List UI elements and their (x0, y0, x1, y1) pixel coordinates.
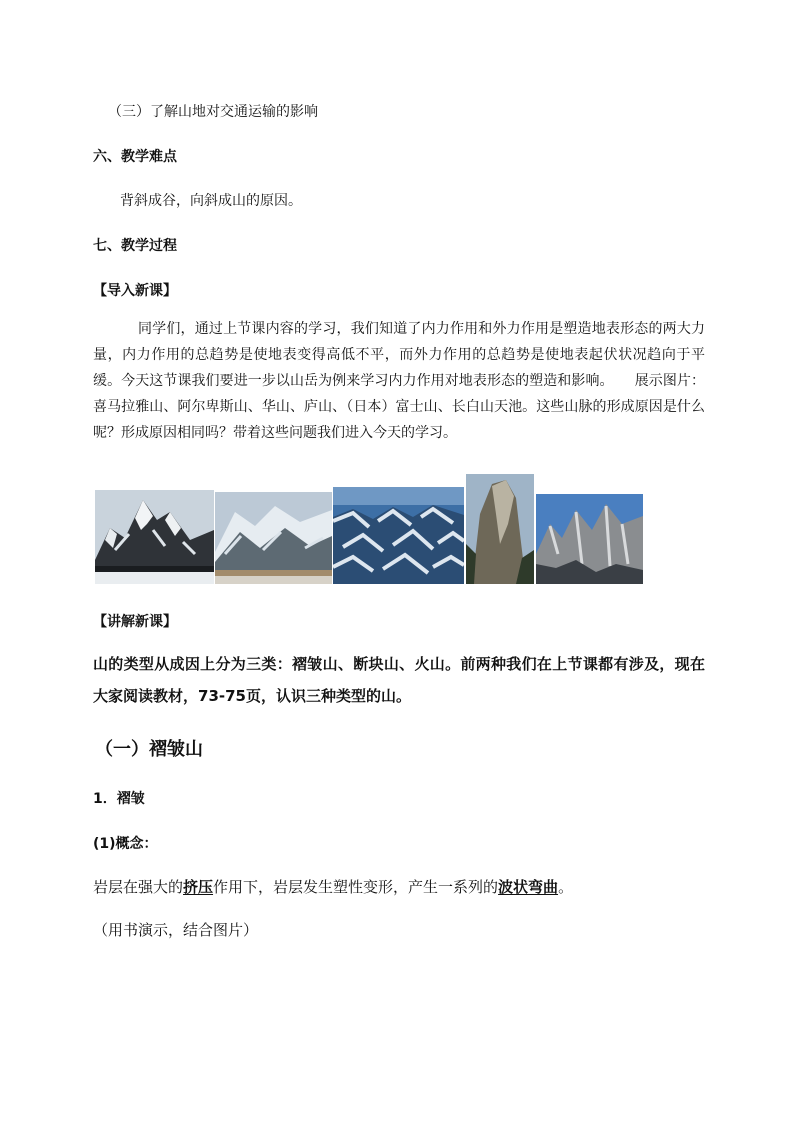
section-fold-mountain: （一）褶皱山 (95, 739, 203, 760)
keyword-wavy-bending: 波状弯曲 (498, 878, 559, 896)
aerial-range-photo (333, 487, 464, 584)
heading-teaching-process: 七、教学过程 (93, 238, 177, 254)
mountain-types-paragraph: 山的类型从成因上分为三类：褶皱山、断块山、火山。前两种我们在上节课都有涉及，现在大家阅读教材，73-75页，认识三种类型的山。 (93, 655, 705, 705)
definition-part-3: 。 (558, 878, 574, 896)
intro-label: 【导入新课】 (93, 283, 177, 299)
definition-part-2: 作用下，岩层发生塑性变形，产生一系列的 (213, 878, 499, 896)
heading-teaching-difficulty: 六、教学难点 (93, 149, 177, 165)
granite-peaks-photo (536, 494, 643, 584)
difficulty-text: 背斜成谷，向斜成山的原因。 (120, 193, 302, 209)
subsection-fold: 1．褶皱 (93, 791, 145, 807)
mountain-photo-strip (95, 474, 643, 586)
list-item-3: （三）了解山地对交通运输的影响 (108, 104, 318, 120)
fold-definition (93, 876, 573, 897)
intro-paragraph: 同学们，通过上节课内容的学习，我们知道了内力作用和外力作用是塑造地表形态的两大力量，内力作用的总趋势是使地表变得高低不平，而外力作用的总趋势是使地表起伏状况趋向于平缓。今天这节课我们要进一步以山岳为例来学习内力作用对地表形态的塑造和影响。 展示图片：喜马拉雅山、阿尔卑斯山、华山、庐山、（日本）富士山、长白山天池。这些山脉的形成原因是什么呢？形成原因相同吗？带着这些问题我们进入今天的学习。 (93, 321, 705, 441)
cliff-peak-photo (466, 474, 534, 584)
definition-part-1: 岩层在强大的 (93, 878, 184, 896)
new-lesson-label: 【讲解新课】 (93, 614, 177, 630)
snowy-peak-photo (95, 490, 214, 584)
concept-label: (1)概念： (93, 836, 158, 852)
demo-note: （用书演示，结合图片） (93, 921, 259, 939)
keyword-compression: 挤压 (183, 878, 214, 896)
valley-mountain-photo (215, 492, 332, 584)
